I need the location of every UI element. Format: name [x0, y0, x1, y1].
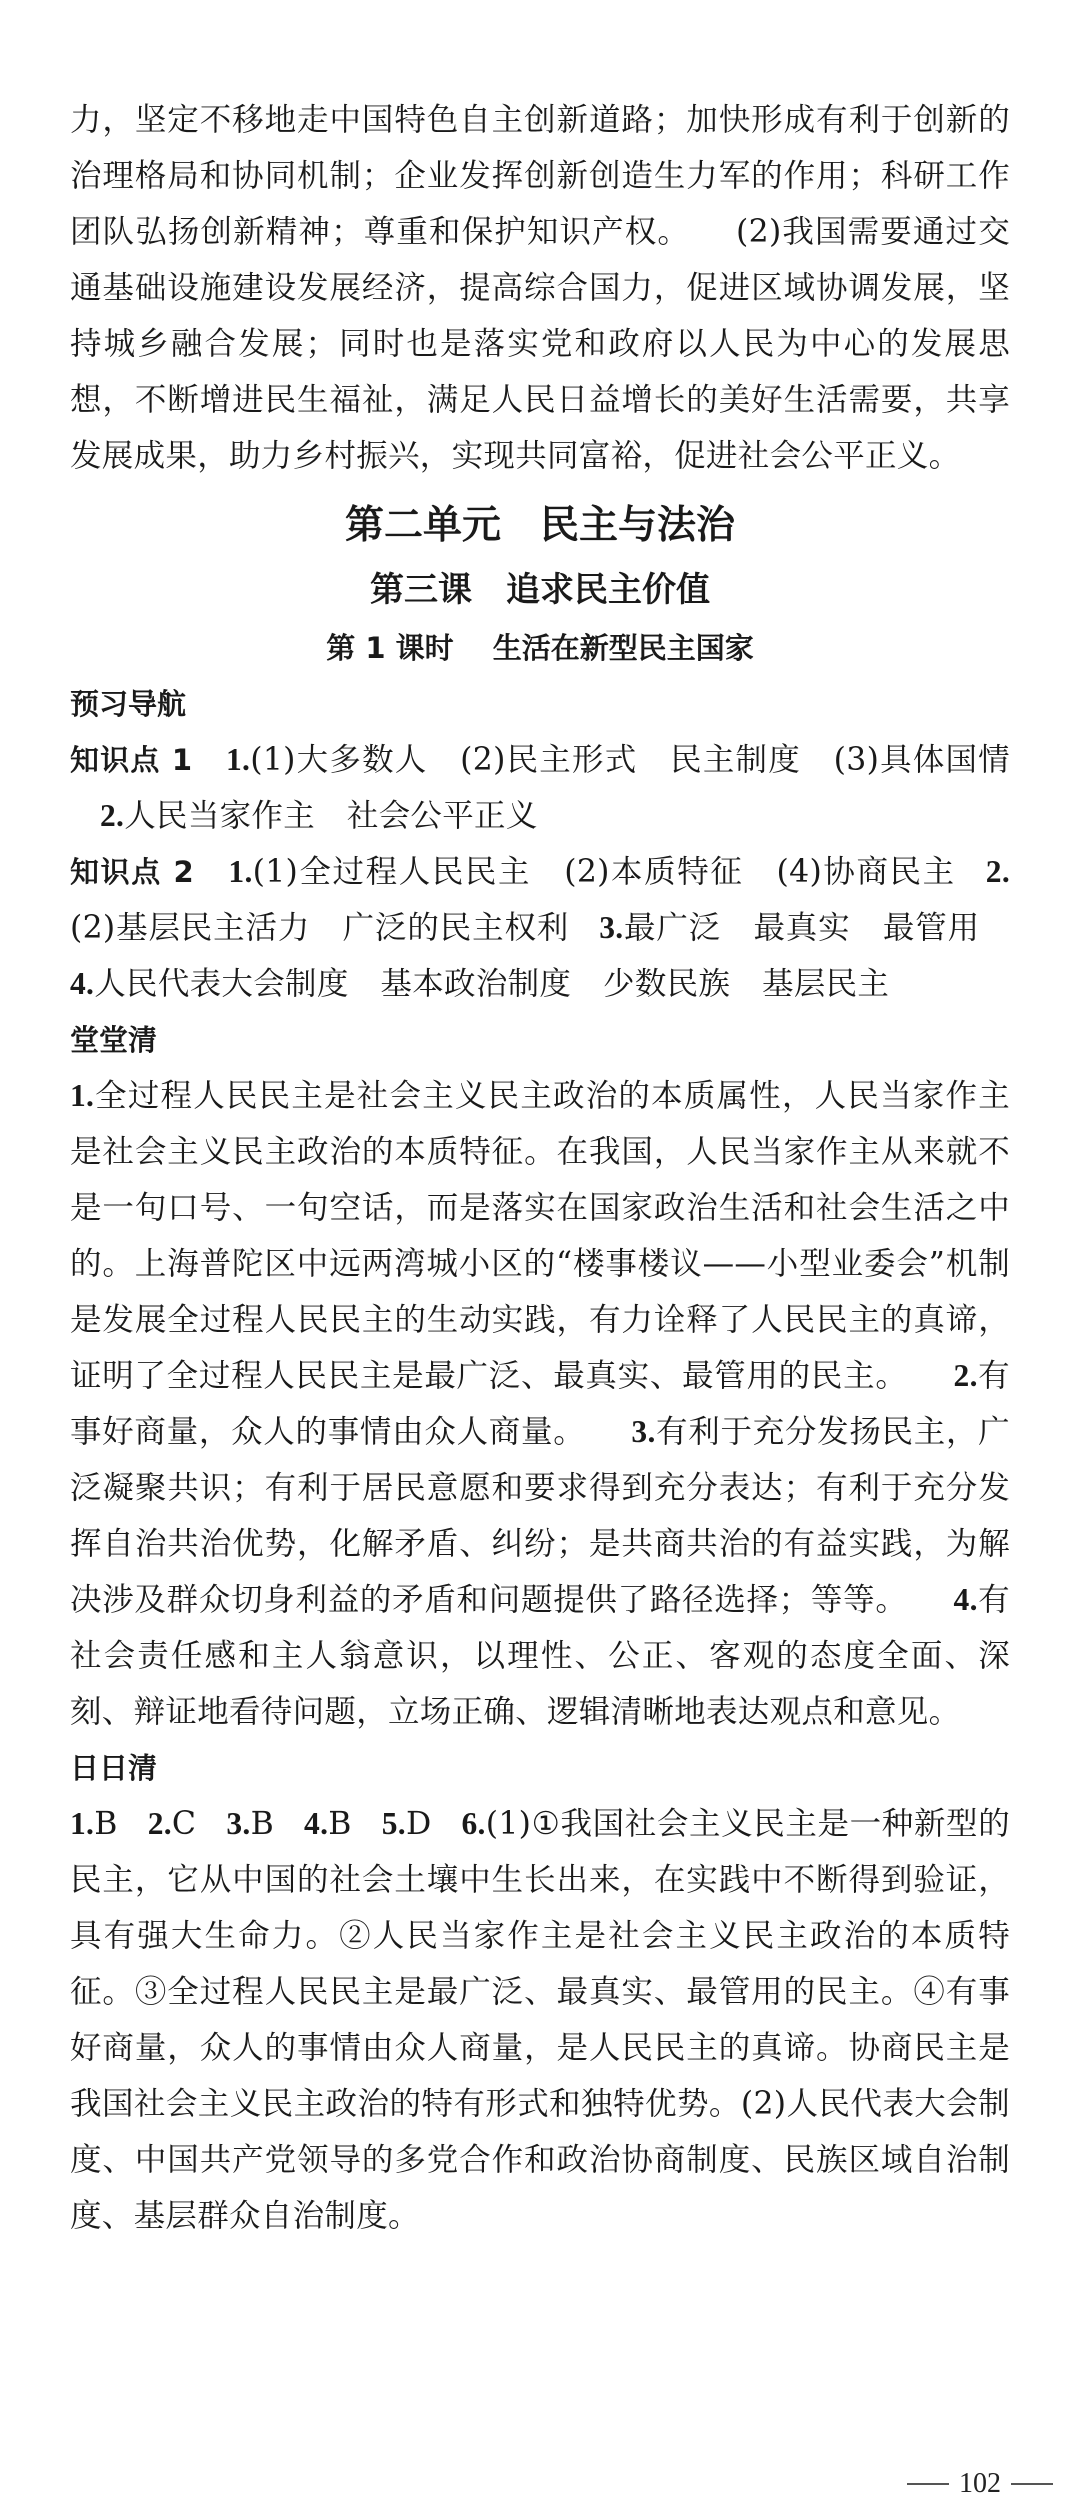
daily-answer-5: D: [405, 1806, 432, 1842]
page-number-dash-right: [1011, 2483, 1053, 2485]
classroom-answer-3: 有利于充分发扬民主，广泛凝聚共识；有利于居民意愿和要求得到充分表达；有利于充分发挥自治共治优势，化解矛盾、纠纷；是共商共治的有益实践，为解决涉及群众切身利益的矛盾和问题提供了路径选择；等等。: [70, 1414, 1010, 1618]
period-title: 第 1 课时 生活在新型民主国家: [326, 631, 754, 665]
classroom-answers: [70, 1068, 1010, 1740]
knowledge-point-2: [70, 844, 1010, 1012]
kp1-num-1: 1.: [226, 742, 251, 777]
intro-paragraph: [70, 92, 1010, 484]
section-daily-title: 日日清: [70, 1751, 158, 1785]
kp1-answer-1: (1)大多数人 (2)民主形式 民主制度 (3)具体国情: [250, 742, 1010, 778]
kp2-num-3: 3.: [599, 910, 624, 945]
classroom-num-1: 1.: [70, 1078, 95, 1113]
kp2-num-1: 1.: [228, 854, 253, 889]
kp2-answer-1: (1)全过程人民民主 (2)本质特征 (4)协商民主: [252, 854, 956, 890]
kp2-num-2: 2.: [985, 854, 1010, 889]
lesson-title: 第三课 追求民主价值: [370, 570, 710, 610]
daily-num-6: 6.: [461, 1806, 486, 1841]
daily-answers: [70, 1796, 1010, 2244]
knowledge-point-1: [70, 732, 1010, 844]
answer-page: [70, 92, 1010, 2244]
intro-text-1: 力，坚定不移地走中国特色自主创新道路；加快形成有利于创新的治理格局和协同机制；企业发挥创新创造生力军的作用；科研工作团队弘扬创新精神；尊重和保护知识产权。: [70, 102, 1010, 250]
page-number-dash-left: [907, 2483, 949, 2485]
kp2-answer-4: 人民代表大会制度 基本政治制度 少数民族 基层民主: [94, 966, 890, 1002]
daily-answer-2: C: [171, 1806, 197, 1842]
kp1-label: 知识点 1: [70, 743, 193, 777]
classroom-num-4: 4.: [953, 1582, 978, 1617]
classroom-answer-2: 有事好商量，众人的事情由众人商量。: [70, 1358, 1010, 1450]
daily-num-4: 4.: [304, 1806, 329, 1841]
section-preview-title: 预习导航: [70, 687, 187, 721]
kp1-num-2: 2.: [100, 798, 125, 833]
classroom-answer-1: 全过程人民民主是社会主义民主政治的本质属性，人民当家作主是社会主义民主政治的本质特征。在我国，人民当家作主从来就不是一句口号、一句空话，而是落实在国家政治生活和社会生活之中的。上海普陀区中远两湾城小区的“楼事楼议——小型业委会”机制是发展全过程人民民主的生动实践，有力诠释了人民民主的真谛，证明了全过程人民民主是最广泛、最真实、最管用的民主。: [70, 1078, 1010, 1394]
daily-num-2: 2.: [147, 1806, 172, 1841]
page-number-value: 102: [959, 2468, 1001, 2499]
daily-answer-6: (1)①我国社会主义民主是一种新型的民主，它从中国的社会土壤中生长出来，在实践中不断得到验证，具有强大生命力。②人民当家作主是社会主义民主政治的本质特征。③全过程人民民主是最广泛、最真实、最管用的民主。④有事好商量，众人的事情由众人商量，是人民民主的真谛。协商民主是我国社会主义民主政治的特有形式和独特优势。(2)人民代表大会制度、中国共产党领导的多党合作和政治协商制度、民族区域自治制度、基层群众自治制度。: [70, 1806, 1010, 2234]
kp2-answer-3: 最广泛 最真实 最管用: [623, 910, 980, 946]
classroom-answer-4: 有社会责任感和主人翁意识，以理性、公正、客观的态度全面、深刻、辩证地看待问题，立场正确、逻辑清晰地表达观点和意见。: [70, 1582, 1010, 1730]
daily-answer-3: B: [250, 1806, 275, 1842]
kp2-num-4: 4.: [70, 966, 95, 1001]
kp2-answer-2: (2)基层民主活力 广泛的民主权利: [70, 910, 570, 946]
classroom-num-2: 2.: [953, 1358, 978, 1393]
kp2-label: 知识点 2: [70, 855, 194, 889]
intro-item-number: (2): [736, 214, 782, 250]
daily-num-1: 1.: [70, 1806, 95, 1841]
page-number: [907, 2468, 1053, 2500]
daily-num-3: 3.: [226, 1806, 251, 1841]
classroom-num-3: 3.: [631, 1414, 656, 1449]
unit-title: 第二单元 民主与法治: [344, 503, 735, 548]
daily-num-5: 5.: [381, 1806, 406, 1841]
intro-text-2: 我国需要通过交通基础设施建设发展经济，提高综合国力，促进区域协调发展，坚持城乡融合发展；同时也是落实党和政府以人民为中心的发展思想，不断增进民生福祉，满足人民日益增长的美好生活需要，共享发展成果，助力乡村振兴，实现共同富裕，促进社会公平正义。: [70, 214, 1010, 474]
daily-answer-1: B: [94, 1806, 118, 1842]
kp1-answer-2: 人民当家作主 社会公平正义: [124, 798, 538, 834]
daily-answer-4: B: [328, 1806, 352, 1842]
section-classroom-title: 堂堂清: [70, 1023, 158, 1057]
